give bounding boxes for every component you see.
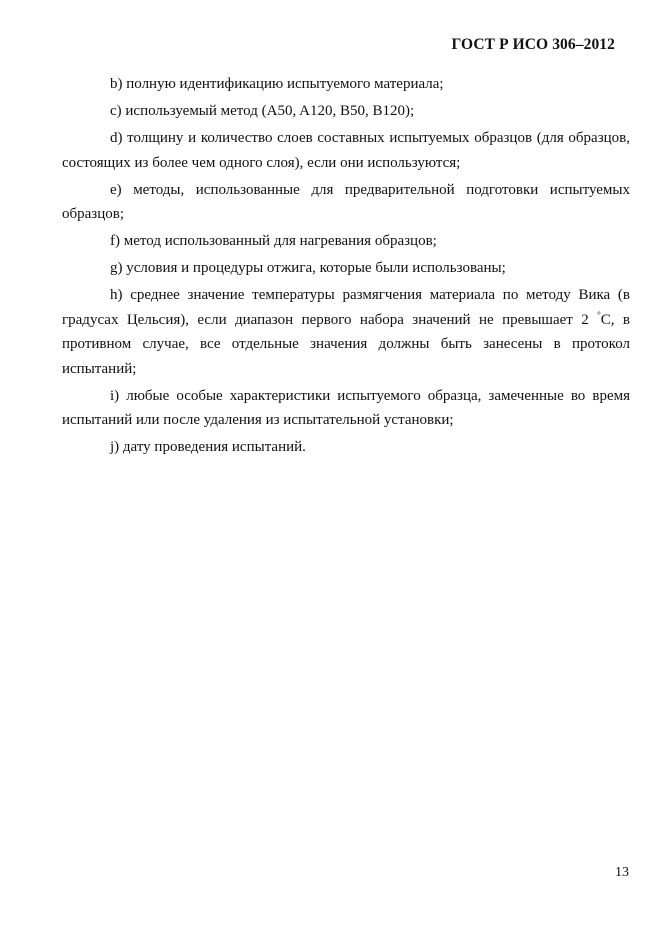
- list-item-g: g) условия и процедуры отжига, которые были использованы;: [110, 260, 506, 276]
- list-item-c: c) используемый метод (A50, A120, B50, B120);: [110, 103, 415, 119]
- list-item-f: f) метод использованный для нагревания образцов;: [110, 233, 437, 249]
- list-item-h-text-after: С, в противном случае, все отдельные значения должны быть занесены в протокол испытаний;: [62, 311, 630, 377]
- standard-header: ГОСТ Р ИСО 306–2012: [451, 36, 615, 53]
- page-number: 13: [615, 865, 629, 880]
- list-item-e: e) методы, использованные для предварительной подготовки испытуемых образцов;: [62, 181, 630, 222]
- list-item-i: i) любые особые характеристики испытуемого образца, замеченные во время испытаний или после удаления из испытательной установки;: [62, 387, 630, 428]
- list-item-h-text-before: h) среднее значение температуры размягчения материала по методу Вика (в градусах Цельсия), если диапазон первого набора значений не превышает 2: [62, 287, 630, 328]
- list-item-h: [62, 283, 630, 381]
- report-items-list: [62, 72, 630, 462]
- list-item-j: j) дату проведения испытаний.: [110, 439, 306, 455]
- list-item-d: d) толщину и количество слоев составных испытуемых образцов (для образцов, состоящих из более чем одного слоя), если они используются;: [62, 130, 630, 171]
- degree-symbol: °: [597, 309, 601, 320]
- list-item-b: b) полную идентификацию испытуемого материала;: [110, 76, 444, 92]
